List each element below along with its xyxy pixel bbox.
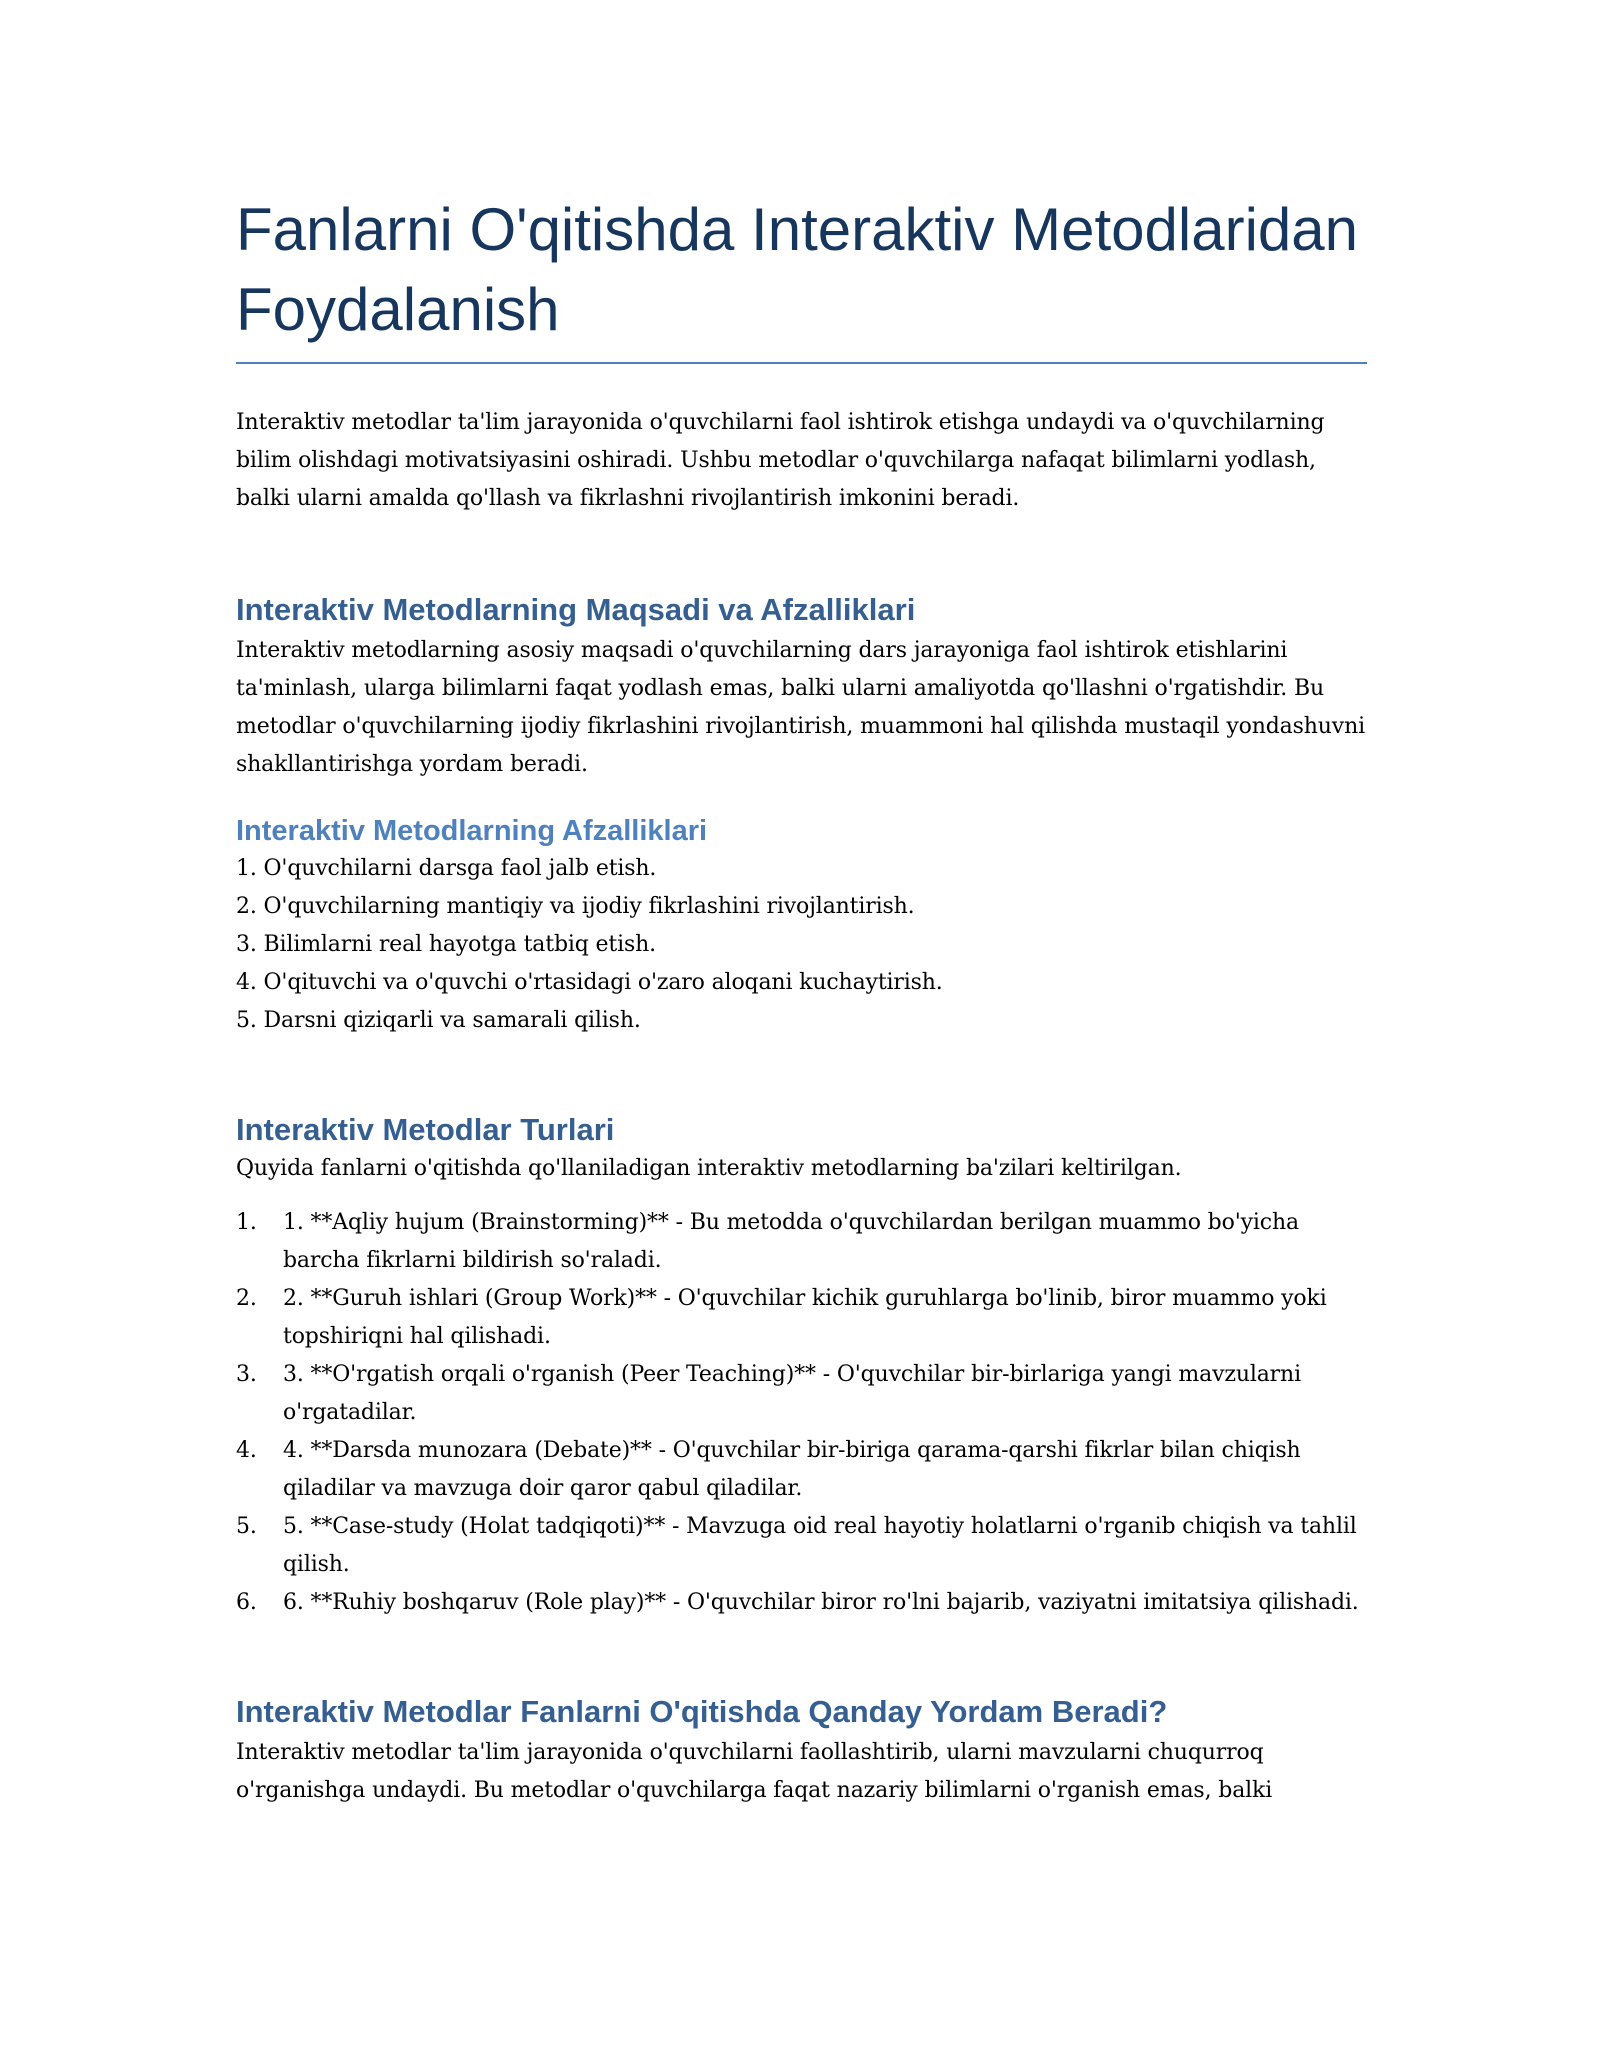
section2-heading: Interaktiv Metodlar Turlari xyxy=(236,1112,615,1147)
intro-paragraph: Interaktiv metodlar ta'lim jarayonida o'quvchilarni faol ishtirok etishga undaydi va o'quvchilarning bilim olishdagi motivatsiyasini oshiradi. Ushbu metodlar o'quvchilarga nafaqat bilimlarni yodlash, balki ularni amalda qo'llash va fikrlashni rivojlantirish imkonini beradi. xyxy=(236,410,1325,511)
list-marker: 5. xyxy=(236,1514,257,1539)
list-marker: 1. xyxy=(236,1210,257,1235)
list-item-text: 5. **Case-study (Holat tadqiqoti)** - Mavzuga oid real hayotiy holatlarni o'rganib chiqish va tahlil qilish. xyxy=(283,1514,1357,1577)
section3-heading: Interaktiv Metodlar Fanlarni O'qitishda Qanday Yordam Beradi? xyxy=(236,1694,1168,1729)
title-underline xyxy=(236,362,1367,364)
section1-heading: Interaktiv Metodlarning Maqsadi va Afzalliklari xyxy=(236,592,916,627)
section2-paragraph: Quyida fanlarni o'qitishda qo'llaniladigan interaktiv metodlarning ba'zilari keltirilgan. xyxy=(236,1156,1182,1181)
methods-list xyxy=(236,1204,1366,1622)
list-item: 1. O'quvchilarni darsga faol jalb etish. xyxy=(236,856,657,881)
list-marker: 6. xyxy=(236,1590,257,1615)
document-page xyxy=(236,190,1366,1810)
section1-subheading: Interaktiv Metodlarning Afzalliklari xyxy=(236,815,708,847)
list-item-text: 3. **O'rgatish orqali o'rganish (Peer Teaching)** - O'quvchilar bir-birlariga yangi mavzularni o'rgatadilar. xyxy=(283,1362,1301,1425)
list-item xyxy=(236,1204,1366,1280)
list-item: 4. O'qituvchi va o'quvchi o'rtasidagi o'zaro aloqani kuchaytirish. xyxy=(236,970,943,995)
section1-paragraph: Interaktiv metodlarning asosiy maqsadi o'quvchilarning dars jarayoniga faol ishtirok etishlarini ta'minlash, ularga bilimlarni faqat yodlash emas, balki ularni amaliyotda qo'llashni o'rgatishdir. Bu metodlar o'quvchilarning ijodiy fikrlashini rivojlantirish, muammoni hal qilishda mustaqil yondashuvni shakllantirishga yordam beradi. xyxy=(236,638,1365,777)
list-item: 5. Darsni qiziqarli va samarali qilish. xyxy=(236,1008,641,1033)
list-item-text: 1. **Aqliy hujum (Brainstorming)** - Bu metodda o'quvchilardan berilgan muammo bo'yicha barcha fikrlarni bildirish so'raladi. xyxy=(283,1210,1299,1273)
list-item: 2. O'quvchilarning mantiqiy va ijodiy fikrlashini rivojlantirish. xyxy=(236,894,915,919)
list-item xyxy=(236,1280,1366,1356)
list-item xyxy=(236,1508,1366,1584)
advantages-list xyxy=(236,850,1366,1040)
list-item-text: 2. **Guruh ishlari (Group Work)** - O'quvchilar kichik guruhlarga bo'linib, biror muammo yoki topshiriqni hal qilishadi. xyxy=(283,1286,1327,1349)
list-item xyxy=(236,1584,1366,1622)
list-marker: 4. xyxy=(236,1438,257,1463)
document-title: Fanlarni O'qitishda Interaktiv Metodlaridan Foydalanish xyxy=(236,196,1359,343)
list-item xyxy=(236,1432,1366,1508)
list-item: 3. Bilimlarni real hayotga tatbiq etish. xyxy=(236,932,657,957)
list-marker: 2. xyxy=(236,1286,257,1311)
list-marker: 3. xyxy=(236,1362,257,1387)
list-item-text: 4. **Darsda munozara (Debate)** - O'quvchilar bir-biriga qarama-qarshi fikrlar bilan chiqish qiladilar va mavzuga doir qaror qabul qiladilar. xyxy=(283,1438,1301,1501)
list-item-text: 6. **Ruhiy boshqaruv (Role play)** - O'quvchilar biror ro'lni bajarib, vaziyatni imitatsiya qilishadi. xyxy=(283,1590,1359,1615)
list-item xyxy=(236,1356,1366,1432)
section3-paragraph: Interaktiv metodlar ta'lim jarayonida o'quvchilarni faollashtirib, ularni mavzularni chuqurroq o'rganishga undaydi. Bu metodlar o'quvchilarga faqat nazariy bilimlarni o'rganish emas, balki xyxy=(236,1740,1273,1803)
